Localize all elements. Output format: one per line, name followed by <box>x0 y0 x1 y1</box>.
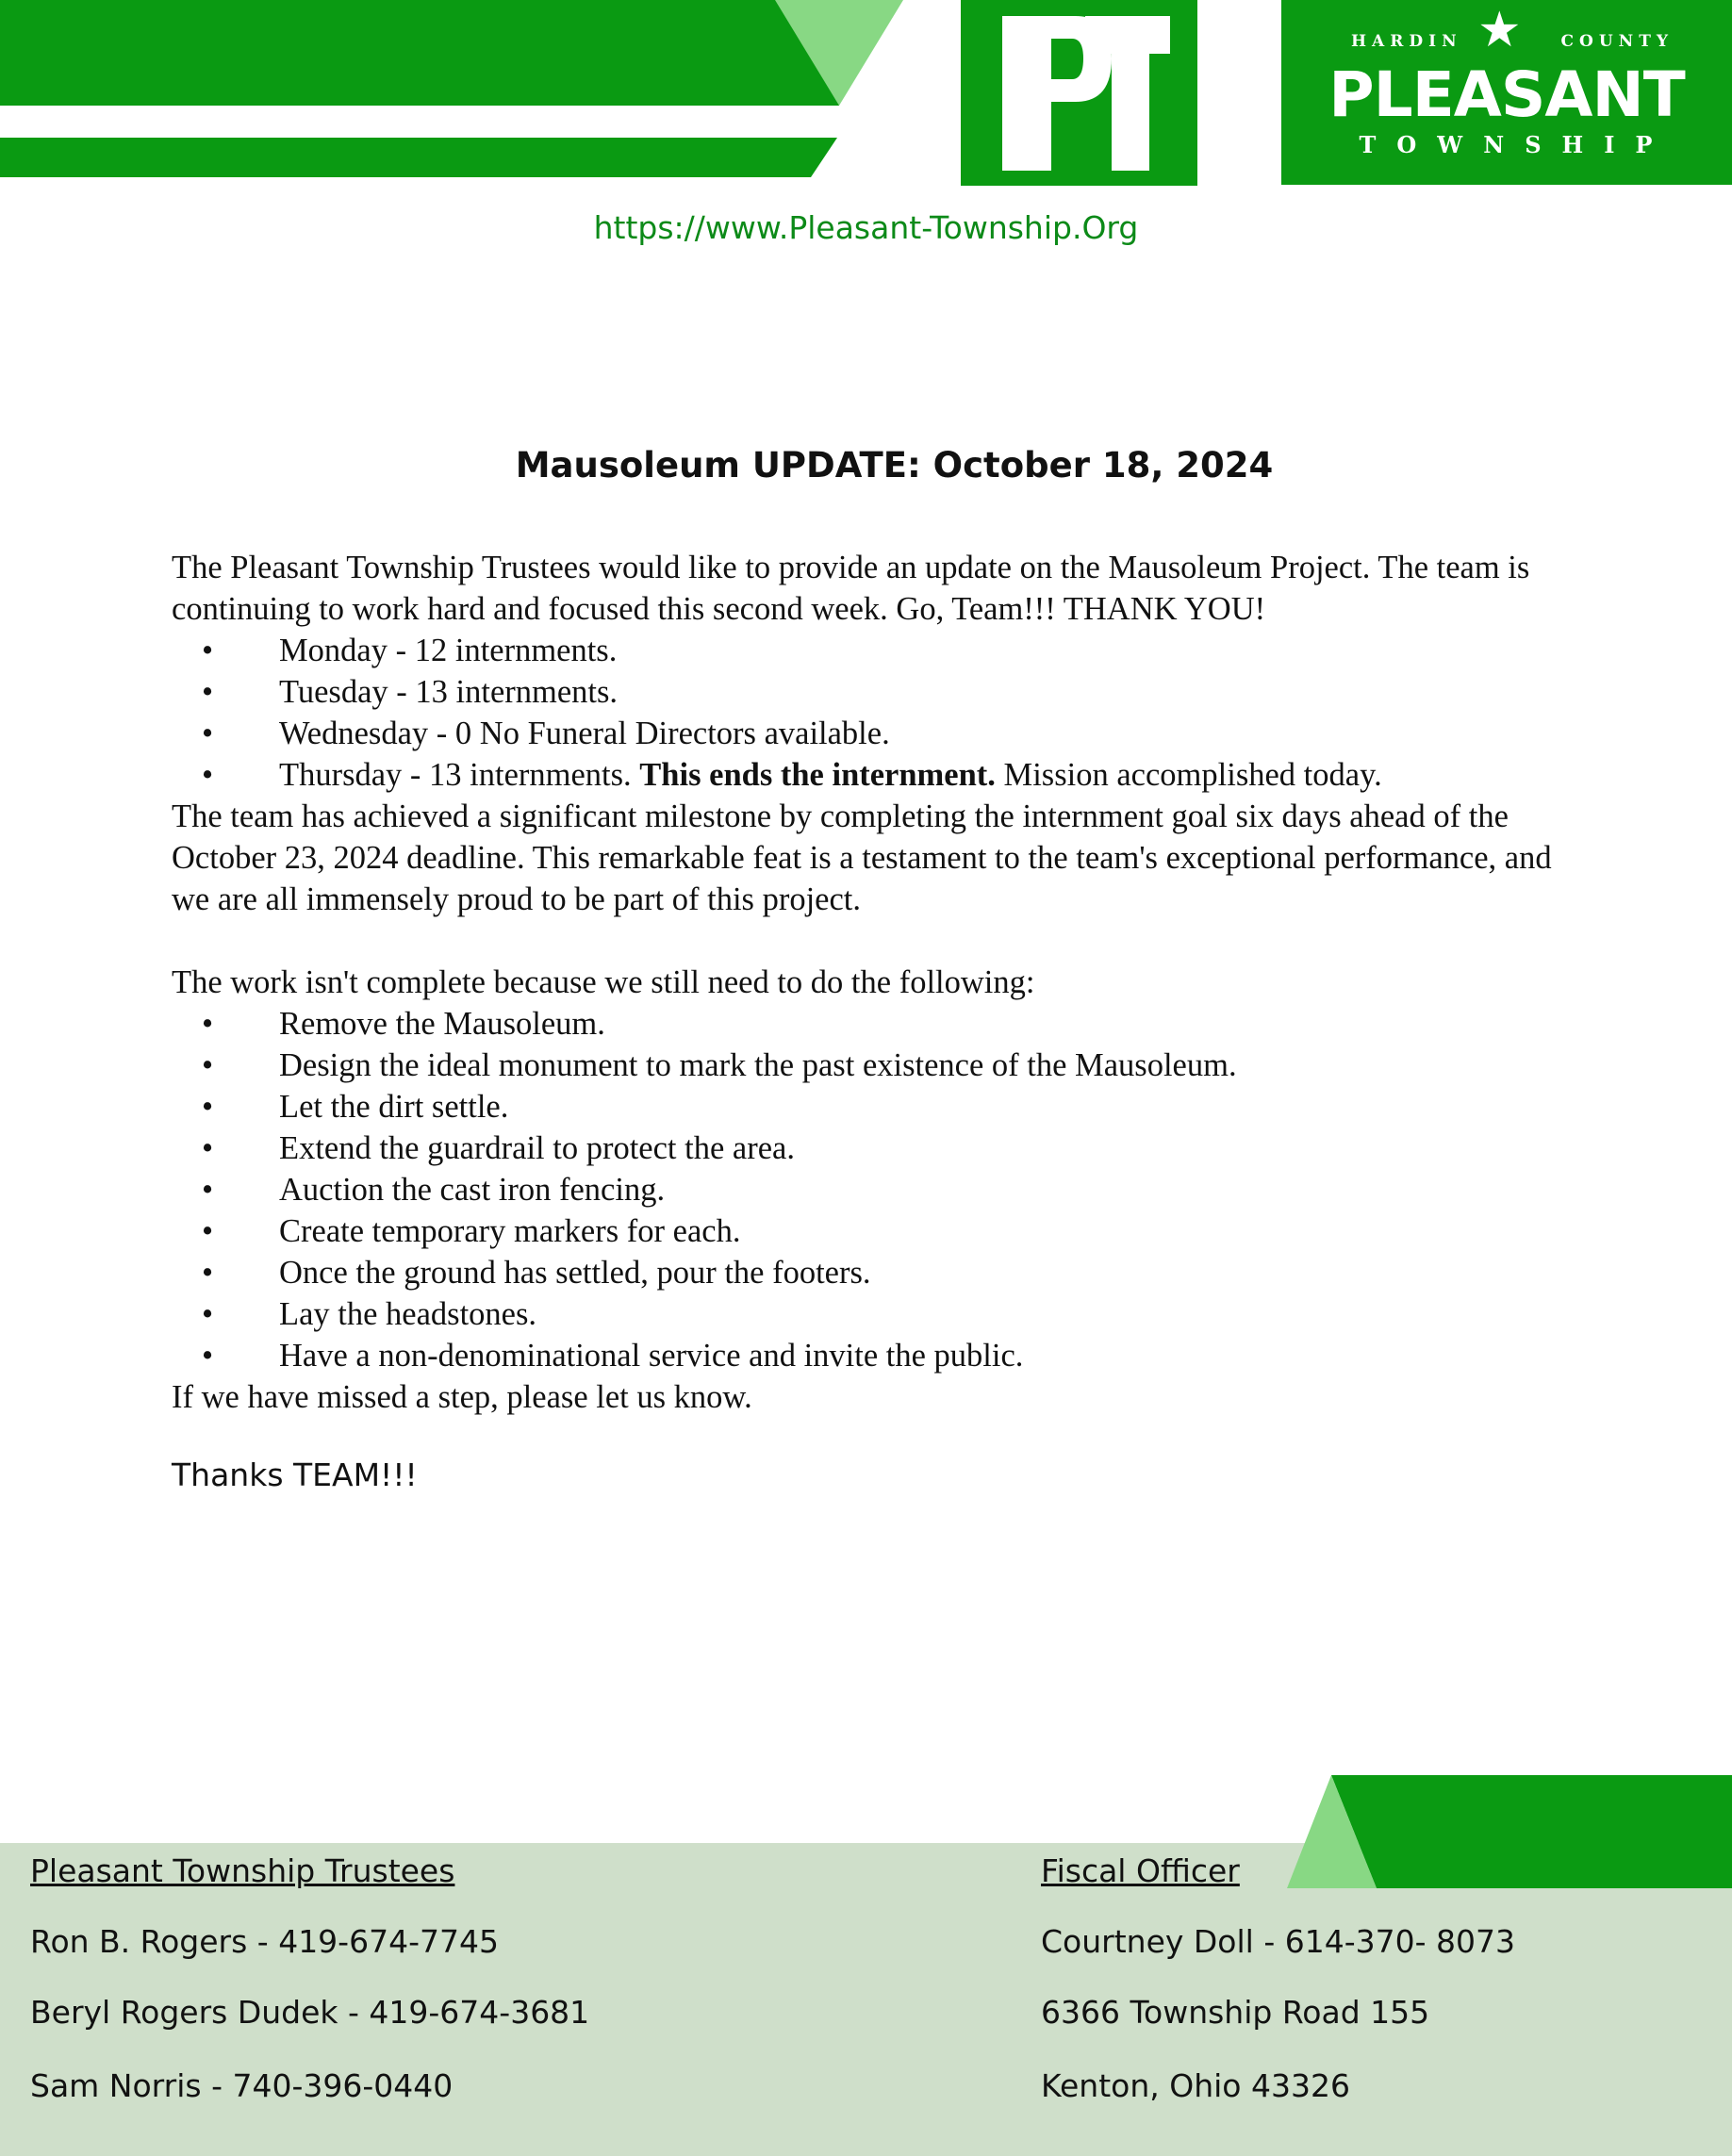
bullet: • <box>202 1296 214 1332</box>
trustee-contact: Sam Norris - 740-396-0440 <box>30 2067 454 2104</box>
internment-days-list <box>172 630 1586 796</box>
intro-paragraph: The Pleasant Township Trustees would like to provide an update on the Mausoleum Project. The team is continuing to work hard and focused this second week. Go, Team!!! THANK YOU! <box>172 550 1530 627</box>
township-brand-box <box>1281 0 1732 185</box>
list-item: • Create temporary markers for each. <box>172 1210 1586 1252</box>
bullet: • <box>202 1130 214 1166</box>
header-green-bar-top <box>0 0 839 106</box>
list-item: • Monday - 12 internments. <box>172 630 1586 671</box>
bullet: • <box>202 1338 214 1374</box>
fiscal-officer-address: 6366 Township Road 155 <box>1041 1994 1430 2031</box>
pt-logo-mark <box>961 0 1197 186</box>
list-item: • Design the ideal monument to mark the past existence of the Mausoleum. <box>172 1045 1586 1086</box>
bullet: • <box>202 633 214 668</box>
list-item: • Let the dirt settle. <box>172 1086 1586 1127</box>
list-item: • Wednesday - 0 No Funeral Directors available. <box>172 713 1586 754</box>
trustee-contact: Ron B. Rogers - 419-674-7745 <box>30 1923 499 1960</box>
thanks-line: Thanks TEAM!!! <box>172 1457 418 1493</box>
bullet: • <box>202 1006 214 1042</box>
bold-statement: This ends the internment. <box>639 757 996 793</box>
list-item: • Thursday - 13 internments. This ends the internment. Mission accomplished today. <box>172 754 1586 796</box>
bullet: • <box>202 1047 214 1083</box>
bullet: • <box>202 1255 214 1291</box>
document-title: Mausoleum UPDATE: October 18, 2024 <box>515 445 1274 486</box>
list-item: • Tuesday - 13 internments. <box>172 671 1586 713</box>
closing-paragraph: If we have missed a step, please let us know. <box>172 1379 752 1415</box>
todo-intro: The work isn't complete because we still need to do the following: <box>172 964 1035 1000</box>
list-item: • Remove the Mausoleum. <box>172 1003 1586 1045</box>
pt-logo <box>961 0 1197 186</box>
brand-county-left: HARDIN <box>1351 32 1462 51</box>
list-item: • Once the ground has settled, pour the footers. <box>172 1252 1586 1293</box>
bullet: • <box>202 674 214 710</box>
brand-county-right: COUNTY <box>1560 32 1674 51</box>
brand-name: PLEASANT <box>1328 58 1685 131</box>
trustees-heading: Pleasant Township Trustees <box>30 1852 455 1889</box>
list-item: • Auction the cast iron fencing. <box>172 1169 1586 1210</box>
header-green-bar-bottom <box>0 138 837 177</box>
todo-list <box>172 1003 1586 1376</box>
brand-subtitle: TOWNSHIP <box>1359 131 1674 158</box>
bullet: • <box>202 1172 214 1208</box>
fiscal-officer-city: Kenton, Ohio 43326 <box>1041 2067 1350 2104</box>
star-icon: ★ <box>1477 3 1522 58</box>
bullet: • <box>202 716 214 751</box>
list-item: • Lay the headstones. <box>172 1293 1586 1335</box>
list-item: • Have a non-denominational service and invite the public. <box>172 1335 1586 1376</box>
trustee-contact: Beryl Rogers Dudek - 419-674-3681 <box>30 1994 590 2031</box>
list-item: • Extend the guardrail to protect the area. <box>172 1127 1586 1169</box>
fiscal-officer-contact: Courtney Doll - 614-370- 8073 <box>1041 1923 1515 1960</box>
bullet: • <box>202 1089 214 1125</box>
bullet: • <box>202 1213 214 1249</box>
document-body <box>172 547 1586 1418</box>
bullet: • <box>202 757 214 793</box>
website-link[interactable]: https://www.Pleasant-Township.Org <box>593 209 1139 246</box>
fiscal-heading: Fiscal Officer <box>1041 1852 1240 1889</box>
milestone-paragraph: The team has achieved a significant milestone by completing the internment goal six days ahead of the October 23, 2024 deadline. This remarkable feat is a testament to the team's exceptional performance, and we are all immensely proud to be part of this project. <box>172 798 1552 917</box>
